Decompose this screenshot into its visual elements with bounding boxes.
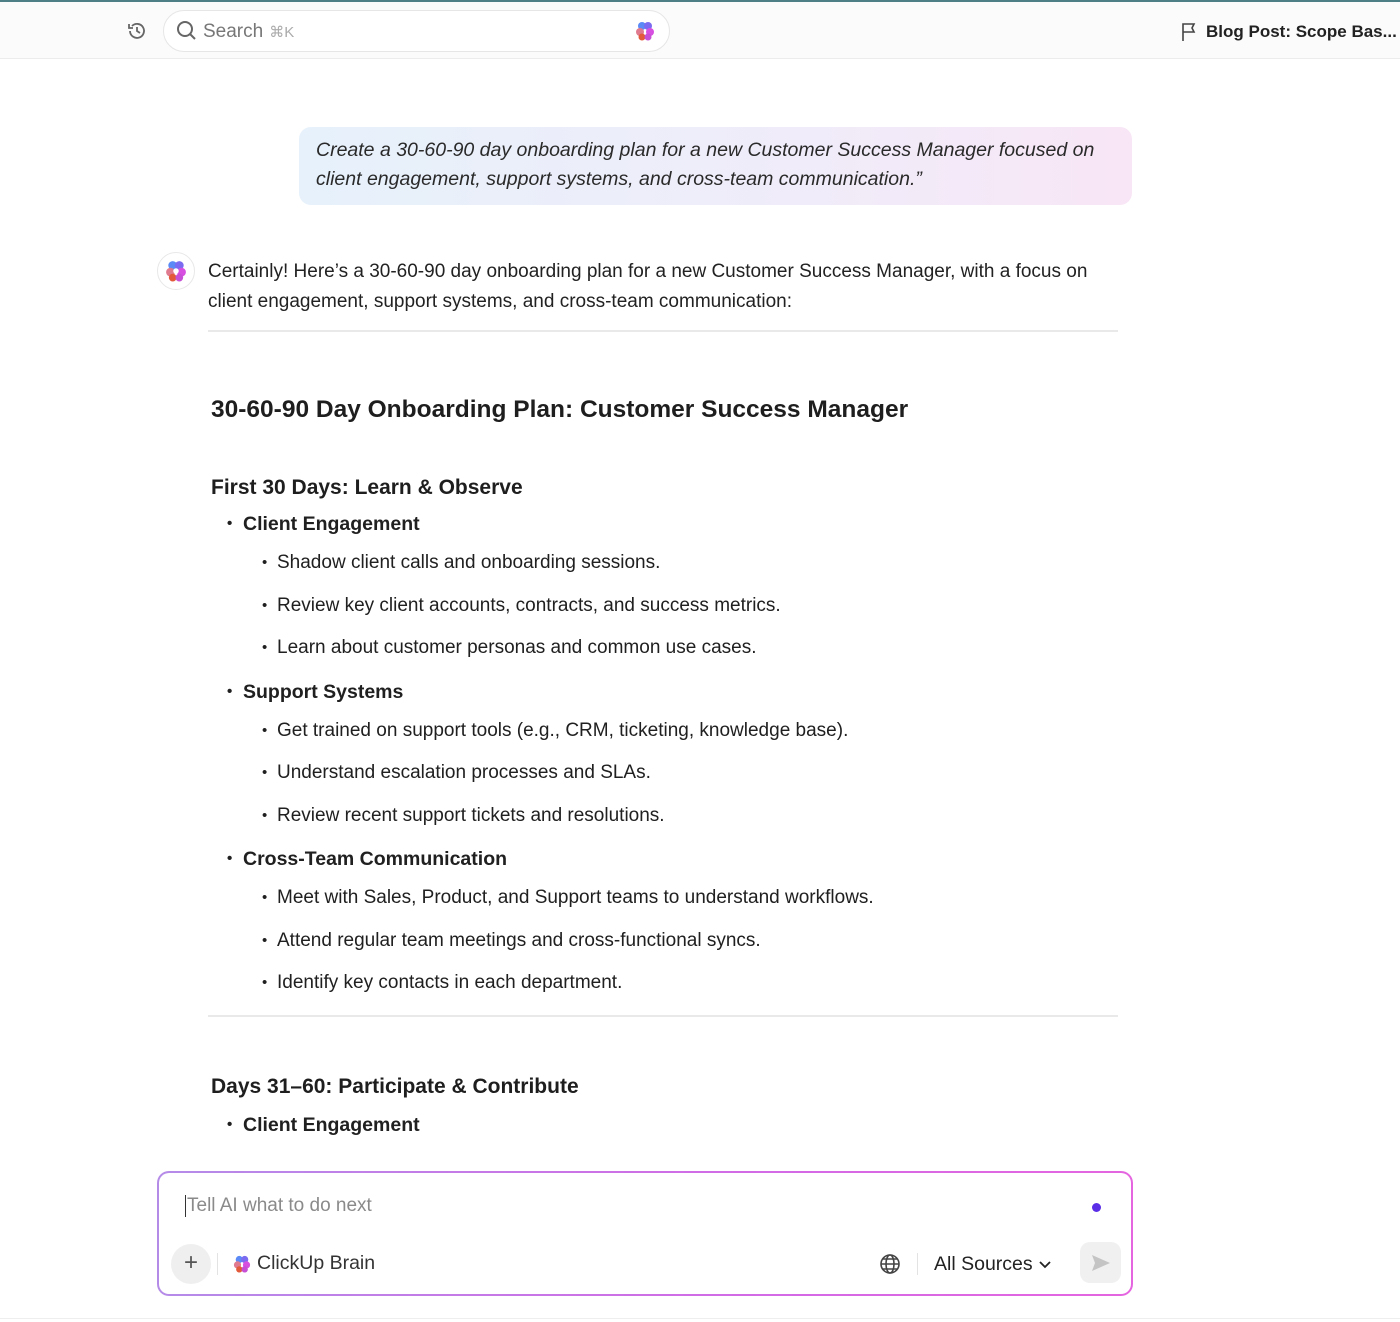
top-bar: [0, 2, 1400, 59]
search-label: Search: [203, 21, 264, 42]
brain-icon[interactable]: [635, 21, 655, 46]
list-group-label: • Client Engagement: [208, 1107, 1118, 1143]
prompt-input[interactable]: Tell AI what to do next: [187, 1195, 372, 1216]
history-icon[interactable]: [126, 20, 148, 42]
sources-label: All Sources: [934, 1253, 1033, 1275]
search-bar[interactable]: [163, 10, 670, 52]
flag-icon: [1180, 22, 1198, 47]
divider: [208, 330, 1118, 332]
list-item: • Identify key contacts in each department.: [208, 962, 1118, 1005]
list-item: • Learn about customer personas and common use cases.: [208, 627, 1118, 670]
divider: [208, 1015, 1118, 1017]
list-item: • Shadow client calls and onboarding sessions.: [208, 542, 1118, 585]
send-icon: [1091, 1254, 1111, 1272]
separator: [217, 1253, 218, 1275]
list-group-label: • Support Systems: [208, 674, 1118, 710]
list-item: • Meet with Sales, Product, and Support teams to understand workflows.: [208, 877, 1118, 920]
clickup-brain-selector[interactable]: [233, 1252, 375, 1275]
list-item: • Get trained on support tools (e.g., CRM, ticketing, knowledge base).: [208, 710, 1118, 753]
list-item: • Attend regular team meetings and cross-functional syncs.: [208, 920, 1118, 963]
list-item: • Review recent support tickets and resolutions.: [208, 795, 1118, 838]
ai-avatar-icon: [157, 252, 195, 290]
search-shortcut: ⌘K: [269, 24, 295, 41]
brain-icon: [233, 1255, 251, 1273]
list-item: • Understand escalation processes and SLAs.: [208, 752, 1118, 795]
list-item: • Review key client accounts, contracts, and success metrics.: [208, 585, 1118, 628]
ai-response: [208, 257, 1118, 1147]
phase-heading: Days 31–60: Participate & Contribute: [211, 1074, 579, 1098]
ai-composer: [157, 1171, 1133, 1296]
sources-dropdown[interactable]: [934, 1253, 1052, 1276]
globe-icon[interactable]: [879, 1253, 901, 1280]
status-dot: [1092, 1203, 1101, 1212]
bottom-border: [0, 1318, 1400, 1319]
send-button[interactable]: [1080, 1242, 1121, 1283]
add-button[interactable]: +: [171, 1244, 211, 1284]
chevron-down-icon: [1038, 1260, 1052, 1270]
separator: [917, 1253, 918, 1275]
list-group-label: • Client Engagement: [208, 506, 1118, 542]
search-icon: [176, 20, 198, 47]
plan-title: 30-60-90 Day Onboarding Plan: Customer Success Manager: [211, 396, 909, 423]
phase-heading: First 30 Days: Learn & Observe: [211, 476, 523, 499]
brain-label: ClickUp Brain: [257, 1252, 376, 1274]
user-prompt-bubble: Create a 30-60-90 day onboarding plan for a new Customer Success Manager focused on client engagement, support systems, and cross-team communication.”: [299, 127, 1132, 205]
list-group-label: • Cross-Team Communication: [208, 841, 1118, 877]
document-title[interactable]: Blog Post: Scope Bas...: [1206, 22, 1397, 41]
response-intro: Certainly! Here’s a 30-60-90 day onboarding plan for a new Customer Success Manager, with a focus on client engagement, support systems, and cross-team communication:: [208, 261, 1088, 312]
